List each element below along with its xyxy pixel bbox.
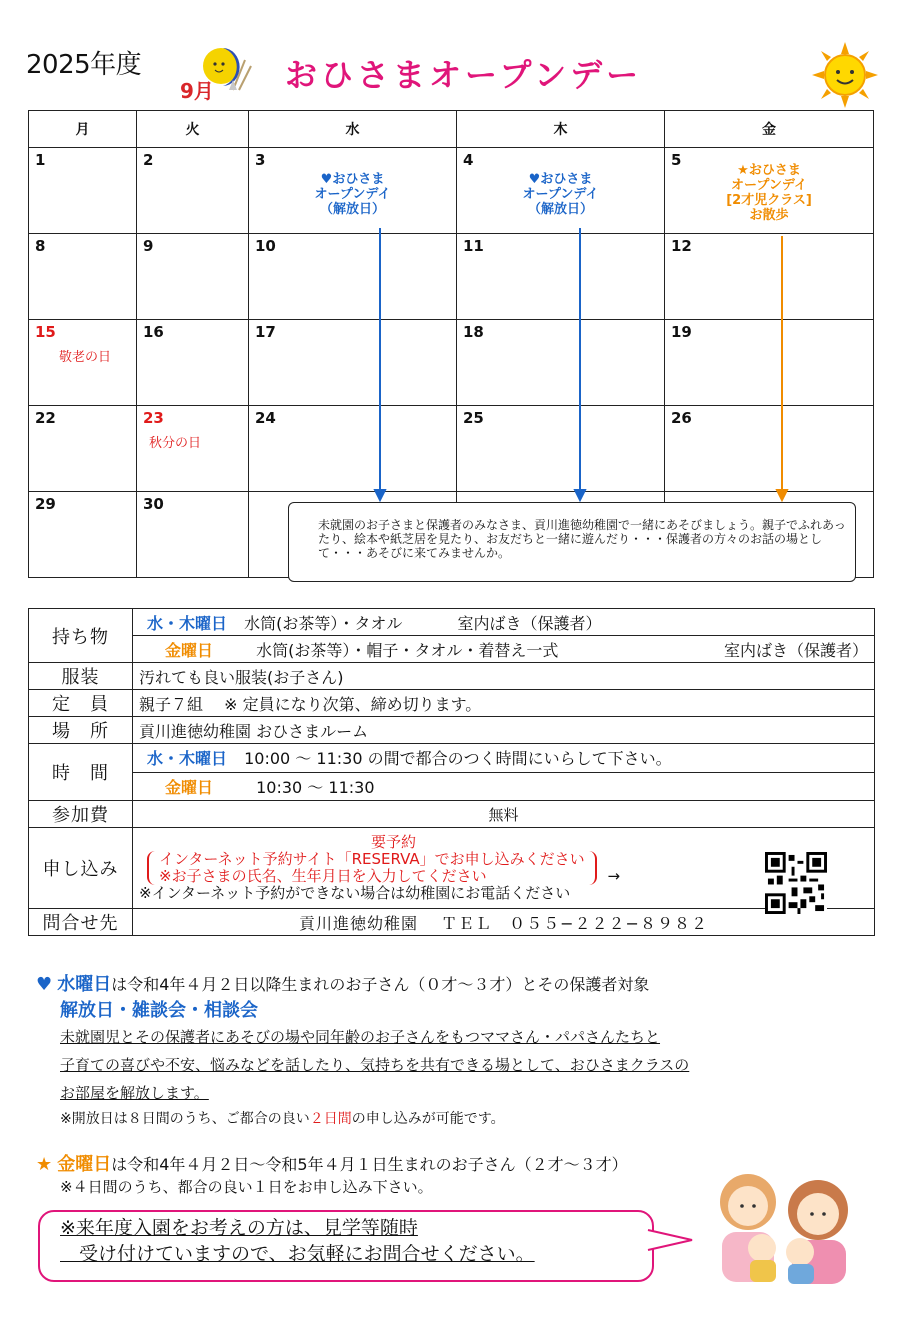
items-fri-row: [133, 636, 875, 663]
day-number: 10: [255, 237, 276, 255]
wed-note-line: [36, 970, 649, 996]
fri-day: 金曜日: [57, 1154, 112, 1175]
day-number: 16: [143, 323, 164, 341]
day-number: 19: [671, 323, 692, 341]
wed-desc: 子育ての喜びや不安、悩みなどを話したり、気持ちを共有できる場として、おひさまクラスの: [60, 1056, 690, 1074]
info-table: [28, 608, 875, 936]
bubble-line: ※来年度入園をお考えの方は、見学等随時: [60, 1217, 418, 1239]
apply-line: ※お子さまの氏名、生年月日を入力してください: [159, 867, 487, 885]
fri-note-line: [36, 1150, 628, 1176]
bubble-text: [60, 1215, 535, 1267]
star-icon: ★: [36, 1154, 53, 1175]
apply-label: 申し込み: [29, 828, 133, 909]
day-number: 3: [255, 151, 266, 169]
day-number: 12: [671, 237, 692, 255]
bubble-line: 受け付けていますので、お気軽にお問合せください。: [60, 1243, 535, 1265]
apply-required: 要予約: [370, 833, 416, 851]
event-line: ♥おひさま: [320, 172, 385, 187]
items-wt-row: [133, 609, 875, 636]
weekday-mon: 月: [29, 111, 137, 148]
time-fri-row: [133, 772, 875, 801]
time-text: 10:00 ～ 11:30 の間で都合のつく時間にいらして下さい。: [244, 749, 672, 769]
page-title: おひさまオープンデー: [285, 56, 643, 94]
place-value: 貢川進徳幼稚園 おひさまルーム: [133, 717, 875, 744]
wed-title: 解放日・雑談会・相談会: [60, 1000, 258, 1021]
day-number: 24: [255, 409, 276, 427]
fee-label: 参加費: [29, 801, 133, 828]
items-text: 水筒(お茶等）・タオル: [244, 613, 403, 633]
day-number: 18: [463, 323, 484, 341]
day-number: 25: [463, 409, 484, 427]
day-number: 8: [35, 237, 46, 255]
heart-icon: ♥: [36, 974, 53, 995]
wed-day: 水曜日: [57, 974, 112, 995]
day-number: 23: [143, 409, 164, 427]
time-wt-row: [133, 744, 875, 773]
clothes-value: 汚れても良い服装(お子さん): [133, 663, 875, 690]
apply-line: ※インターネット予約ができない場合は幼稚園にお電話ください: [139, 884, 571, 902]
day-tag: 金曜日: [165, 640, 214, 660]
day-number: 2: [143, 151, 154, 169]
day-number: 30: [143, 495, 164, 513]
event-line: [2才児クラス]: [726, 193, 812, 208]
wed-apply-note: ※開放日は８日間のうち、ご都合の良い２日間の申し込みが可能です。: [60, 1111, 505, 1127]
event-line: オープンデイ: [314, 187, 391, 202]
wed-desc: 未就園児とその保護者にあそびの場や同年齢のお子さんをもつママさん・パパさんたちと: [60, 1028, 661, 1046]
day-number: 17: [255, 323, 276, 341]
wed-desc: お部屋を解放します。: [60, 1084, 209, 1102]
event-line: ★おひさま: [737, 163, 801, 178]
bubble-tail: [646, 1226, 696, 1256]
items-text: 水筒(お茶等）・帽子・タオル・着替え一式: [256, 640, 559, 660]
items-extra: 室内ばき（保護者）: [723, 640, 868, 660]
family-illustration: [700, 1160, 860, 1285]
day-number: 1: [35, 151, 46, 169]
event-line: （解放日）: [319, 202, 385, 217]
scroll-note-text: 未就園のお子さまと保護者のみなさま、貢川進徳幼稚園で一緒にあそびましょう。親子でふれあったり、絵本や紙芝居を見たり、お友だちと一緒に遊んだり・・・保護者の方々のお話の場として・・・あそびに来てみませんか。: [318, 518, 846, 560]
day-number: 26: [671, 409, 692, 427]
weekday-thu: 木: [457, 111, 665, 148]
items-label: 持ち物: [29, 609, 133, 663]
weekday-fri: 金: [665, 111, 874, 148]
holiday-label: 敬老の日: [59, 350, 112, 365]
wed-text: は令和4年４月２日以降生まれのお子さん（０才～３才）とその保護者対象: [111, 975, 650, 994]
items-extra: 室内ばき（保護者）: [457, 613, 602, 633]
event-line: オープンデイ: [522, 187, 599, 202]
place-label: 場 所: [29, 717, 133, 744]
day-tag: 金曜日: [165, 777, 214, 797]
event-line: オープンデイ: [731, 178, 807, 193]
time-text: 10:30 ～ 11:30: [256, 777, 375, 797]
event-line: ♥おひさま: [528, 172, 593, 187]
fee-value: 無料: [133, 801, 875, 828]
apply-value: [133, 828, 875, 909]
day-number: 15: [35, 323, 56, 341]
holiday-label: 秋分の日: [149, 436, 202, 451]
capacity-value: 親子７組 ※ 定員になり次第、締め切ります。: [133, 690, 875, 717]
day-number: 11: [463, 237, 484, 255]
day-number: 4: [463, 151, 474, 169]
contact-value: 貢川進徳幼稚園 ＴＥＬ ０５５−２２２−８９８２: [133, 909, 875, 936]
event-line: （解放日）: [527, 202, 593, 217]
fri-apply-note: ※４日間のうち、都合の良い１日をお申し込み下さい。: [60, 1178, 433, 1196]
time-label: 時 間: [29, 744, 133, 801]
clothes-label: 服装: [29, 663, 133, 690]
arrow-icon: →: [607, 867, 621, 885]
capacity-label: 定 員: [29, 690, 133, 717]
day-number: 9: [143, 237, 154, 255]
day-number: 22: [35, 409, 56, 427]
day-number: 29: [35, 495, 56, 513]
day-tag: 水・木曜日: [147, 613, 228, 633]
weekday-wed: 水: [249, 111, 457, 148]
weekday-tue: 火: [137, 111, 249, 148]
day-number: 5: [671, 151, 682, 169]
apply-bracket: [147, 851, 597, 885]
fri-text: は令和4年４月２日～令和5年４月１日生まれのお子さん（２才～３才）: [111, 1155, 628, 1174]
qr-code-icon[interactable]: [765, 852, 827, 914]
day-tag: 水・木曜日: [147, 749, 228, 769]
month-badge: 9月: [180, 79, 214, 103]
event-line: お散歩: [749, 208, 789, 223]
contact-label: 問合せ先: [29, 909, 133, 936]
apply-line: インターネット予約サイト「RESERVA」でお申し込みください: [159, 850, 585, 868]
year-label: 2025年度: [26, 50, 142, 80]
event-arrows: [0, 0, 905, 520]
